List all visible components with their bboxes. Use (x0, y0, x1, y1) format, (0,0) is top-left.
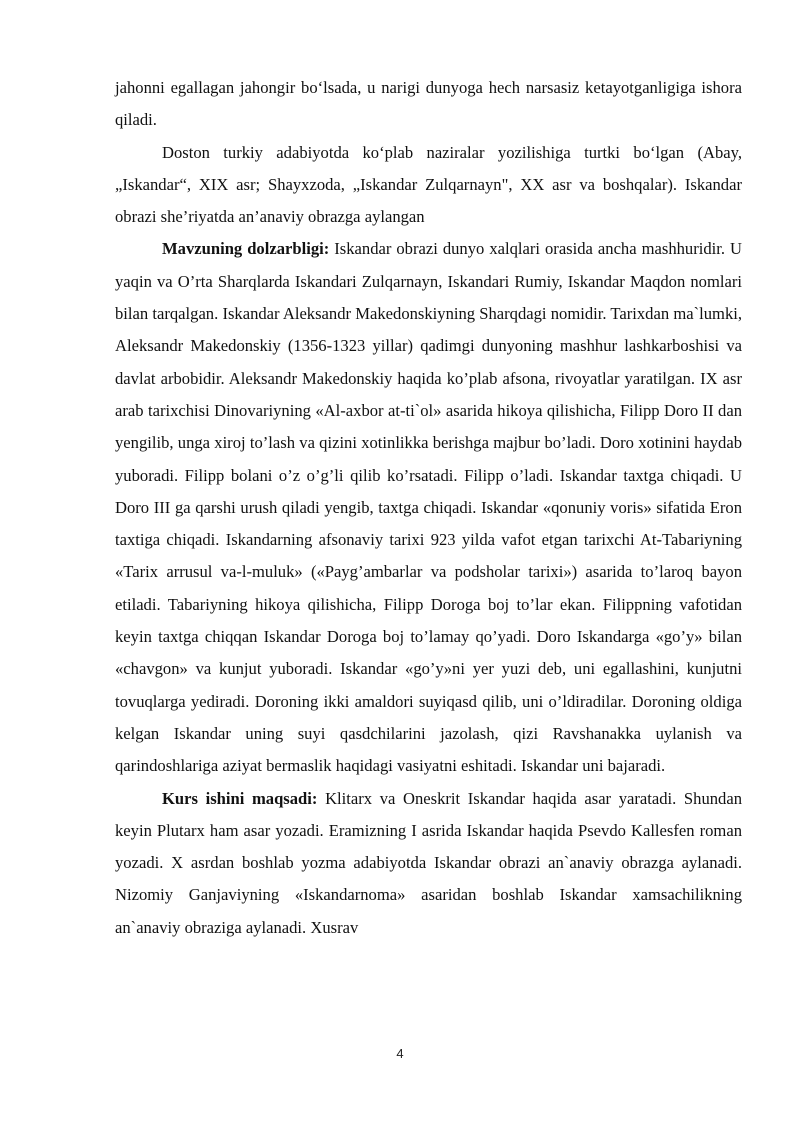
relevance-heading: Mavzuning dolzarbligi: (162, 239, 330, 259)
document-body (115, 72, 742, 944)
paragraph-continuation (115, 72, 742, 137)
paragraph-doston (115, 137, 742, 234)
paragraph-text: Iskandar obrazi dunyo xalqlari orasida ancha mashhuridir. U yaqin va O’rta Sharqlarda Iskandari Zulqarnayn, Iskandari Rumiy, Iskandar Maqdon nomlari bilan tarqalgan. Iskandar Aleksandr Makedonskiyning Sharqdagi nomidir. Tarixdan ma`lumki, Aleksandr Makedonskiy (1356-1323 yillar) qadimgi dunyoning mashhur lashkarboshisi va davlat arbobidir. Aleksandr Makedonskiy haqida ko’plab afsona, rivoyatlar yaratilgan. IX asr arab tarixchisi Dinovariyning «Al-axbor at-ti`ol» asarida hikoya qilishicha, Filipp Doro II dan yengilib, unga xiroj to’lash va qizini xotinlikka berishga majbur bo’ladi. Doro xotinini haydab yuboradi. Filipp bolani o’z o’g’li qilib ko’rsatadi. Filipp o’ladi. Iskandar taxtga chiqadi. U Doro III ga qarshi urush qiladi yengib, taxtga chiqadi. Iskandar «qonuniy voris» sifatida Eron taxtiga chiqadi. Iskandarning afsonaviy tarixi 923 yilda vafot etgan tarixchi At-Tabariyning «Tarix arrusul va-l-muluk» («Payg’ambarlar va podsholar tarixi») asarida to’laroq bayon etiladi. Tabariyning hikoya qilishicha, Filipp Doroga boj to’lar ekan. Filippning vafotidan keyin taxtga chiqqan Iskandar Doroga boj to’lamay qo’yadi. Doro Iskandarga «go’y» bilan «chavgon» va kunjut yuboradi. Iskandar «go’y»ni yer yuzi deb, uni egallashini, kunjutni tovuqlarga yediradi. Doroning ikki amaldori suyiqasd qilib, uni o’ldiradilar. Doroning oldiga kelgan Iskandar uning suyi qasdchilarini jazolash, qizi Ravshanakka uylanish va qarindoshlariga aziyat bermaslik haqidagi vasiyatni eshitadi. Iskandar uni bajaradi. (115, 239, 742, 776)
page-number: 4 (396, 1046, 404, 1061)
paragraph-goal (115, 783, 742, 944)
paragraph-text: Klitarx va Oneskrit Iskandar haqida asar yaratadi. Shundan keyin Plutarx ham asar yozadi. Eramizning I asrida Iskandar haqida Psevdo Kallesfen roman yozadi. X asrdan boshlab yozma adabiyotda Iskandar obrazi an`anaviy obrazga aylanadi. Nizomiy Ganjaviyning «Iskandarnoma» asaridan boshlab Iskandar xamsachilikning an`anaviy obraziga aylanadi. Xusrav (115, 788, 742, 937)
paragraph-relevance (115, 233, 742, 782)
goal-heading: Kurs ishini maqsadi: (162, 788, 318, 808)
paragraph-text: jahonni egallagan jahongir bo‘lsada, u narigi dunyoga hech narsasiz ketayotganligiga ishora qiladi. (115, 78, 742, 130)
paragraph-text: Doston turkiy adabiyotda ko‘plab naziralar yozilishiga turtki bo‘lgan (Abay, „Iskandar“, XIX asr; Shayxzoda, „Iskandar Zulqarnayn", XX asr va boshqalar). Iskandar obrazi she’riyatda an’anaviy obrazga aylangan (115, 142, 742, 227)
